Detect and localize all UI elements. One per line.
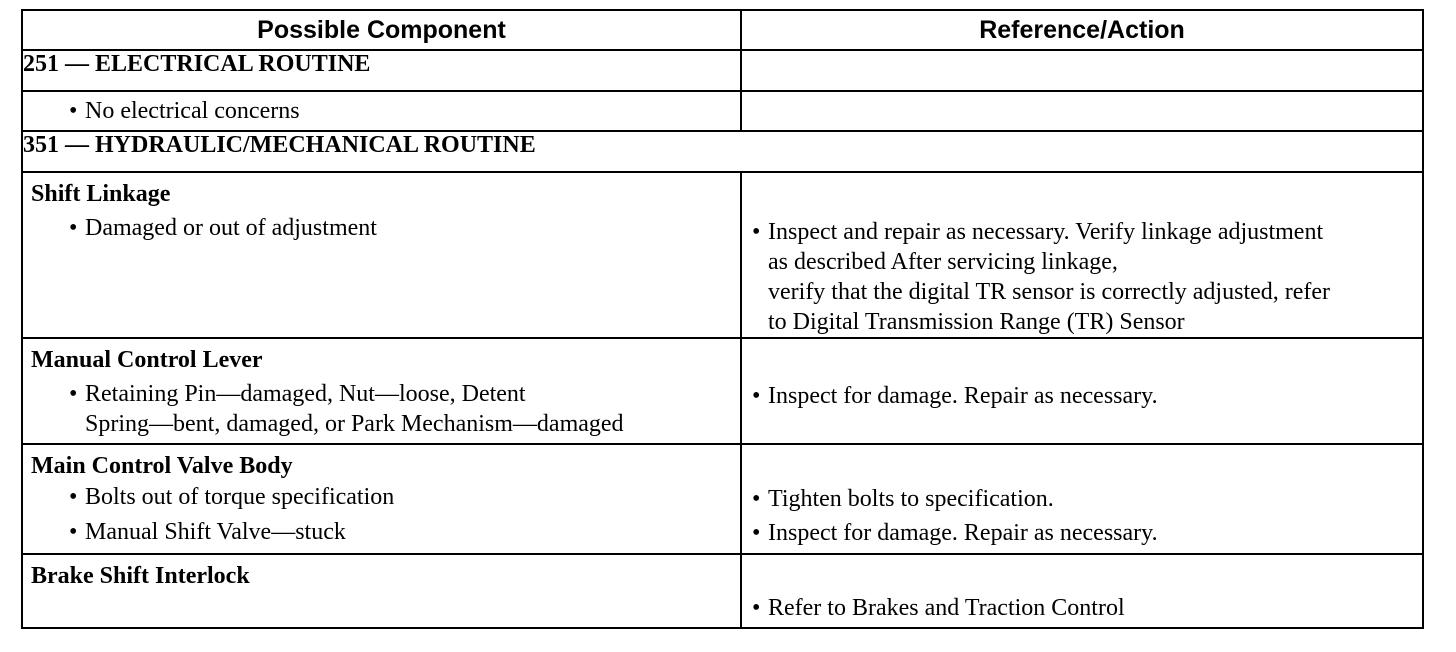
header-possible-component: Possible Component — [22, 10, 741, 50]
action-item: • Inspect for damage. Repair as necessary. — [752, 520, 1158, 546]
component-cell — [22, 172, 741, 338]
component-cell — [22, 91, 741, 131]
action-item: • Tighten bolts to specification. — [752, 486, 1054, 512]
section-row-251 — [22, 50, 1423, 91]
component-title: Manual Control Lever — [31, 347, 263, 373]
action-cell — [741, 444, 1423, 554]
empty-cell — [741, 91, 1423, 131]
component-title: Shift Linkage — [31, 181, 171, 207]
section-title-351: 351 — HYDRAULIC/MECHANICAL ROUTINE — [22, 131, 1423, 172]
component-cell — [22, 338, 741, 444]
action-cell — [741, 338, 1423, 444]
table-row — [22, 172, 1423, 338]
action-item: • Inspect for damage. Repair as necessary. — [752, 383, 1158, 409]
list-item: • Bolts out of torque specification — [69, 484, 395, 510]
section-row-351 — [22, 131, 1423, 172]
table-row — [22, 444, 1423, 554]
action-item: • Inspect and repair as necessary. Verify linkage adjustment as described After servicing linkage, verify that the digital TR sensor is correctly adjusted, refer to Digital Transmission Range (TR) Sensor — [752, 219, 1331, 335]
list-item: • No electrical concerns — [69, 98, 300, 124]
component-title: Brake Shift Interlock — [31, 563, 250, 589]
component-cell — [22, 444, 741, 554]
component-title: Main Control Valve Body — [31, 453, 293, 479]
section-title-251: 251 — ELECTRICAL ROUTINE — [22, 50, 741, 91]
list-item: • Retaining Pin—damaged, Nut—loose, Detent Spring—bent, damaged, or Park Mechanism—damaged — [69, 381, 624, 437]
table-row — [22, 338, 1423, 444]
action-cell — [741, 554, 1423, 628]
header-row — [22, 10, 1423, 50]
action-item: • Refer to Brakes and Traction Control — [752, 595, 1125, 621]
table-row — [22, 91, 1423, 131]
action-cell — [741, 172, 1423, 338]
list-item: • Damaged or out of adjustment — [69, 215, 377, 241]
empty-cell — [741, 50, 1423, 91]
component-cell — [22, 554, 741, 628]
header-reference-action: Reference/Action — [741, 10, 1423, 50]
list-item: • Manual Shift Valve—stuck — [69, 519, 346, 545]
table-row — [22, 554, 1423, 628]
diagnosis-table — [21, 9, 1424, 629]
